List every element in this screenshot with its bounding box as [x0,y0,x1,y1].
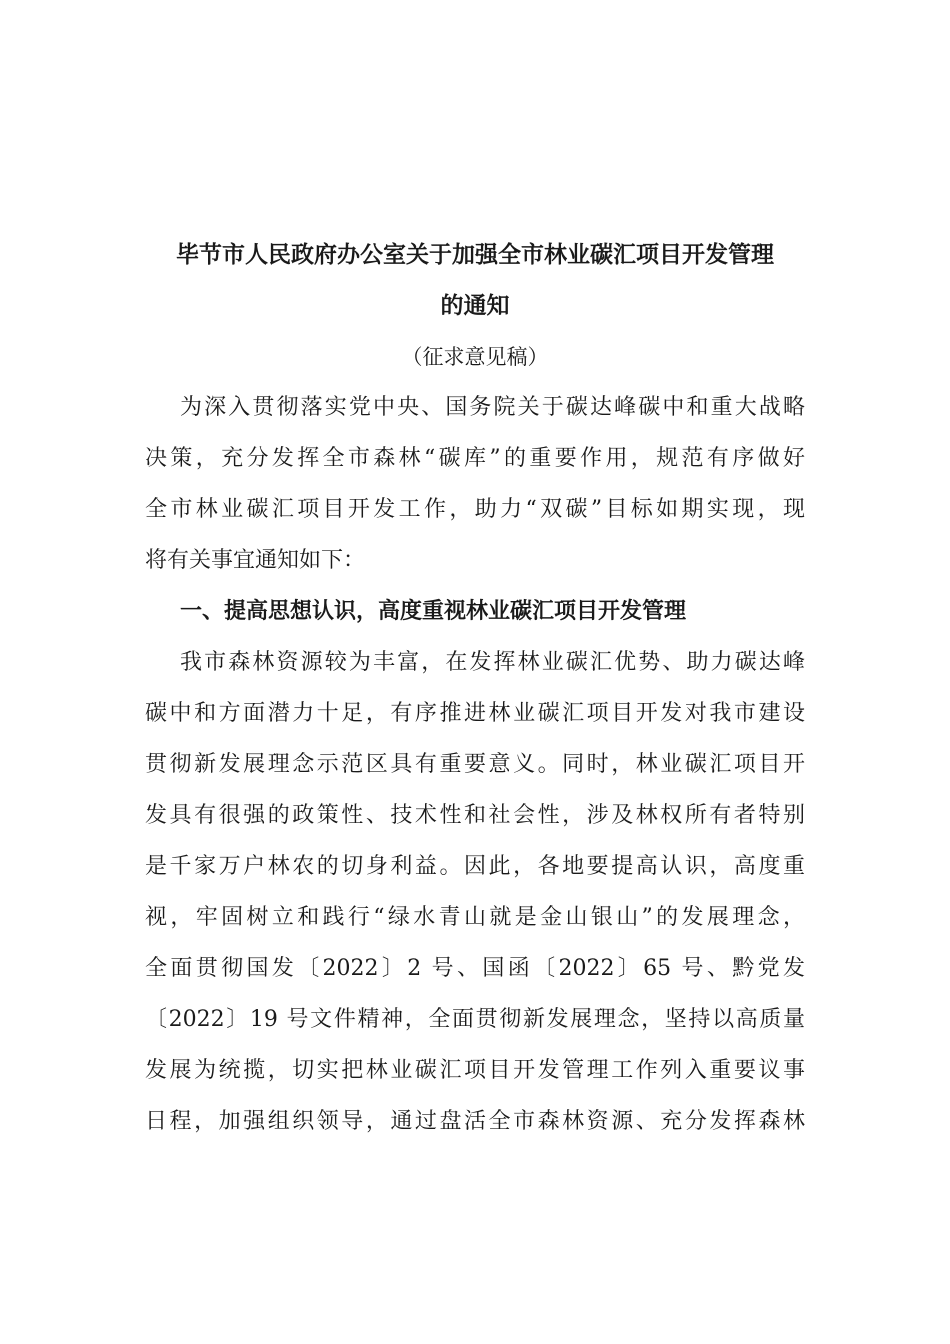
section-1-paragraph-line: 视，牢固树立和践行“绿水青山就是金山银山”的发展理念， [145,905,805,930]
section-1-paragraph-line: 是千家万户林农的切身利益。因此，各地要提高认识，高度重 [145,854,805,879]
section-1-paragraph-line: 日程，加强组织领导，通过盘活全市森林资源、充分发挥森林 [145,1109,805,1134]
section-1-paragraph-line: 贯彻新发展理念示范区具有重要意义。同时，林业碳汇项目开 [145,752,805,777]
document-title-line-2: 的通知 [440,293,510,319]
section-1-paragraph-line: 〔2022〕19 号文件精神，全面贯彻新发展理念，坚持以高质量 [145,1007,805,1032]
section-1-heading: 一、提高思想认识，高度重视林业碳汇项目开发管理 [180,599,687,624]
section-1-paragraph-line: 发具有很强的政策性、技术性和社会性，涉及林权所有者特别 [145,803,805,828]
document-title-line-1: 毕节市人民政府办公室关于加强全市林业碳汇项目开发管理 [176,242,774,268]
document-subtitle: （征求意见稿） [401,345,549,369]
intro-paragraph-line: 为深入贯彻落实党中央、国务院关于碳达峰碳中和重大战略 [180,395,805,420]
intro-paragraph-line: 决策，充分发挥全市森林“碳库”的重要作用，规范有序做好 [145,446,805,471]
section-1-paragraph-line: 发展为统揽，切实把林业碳汇项目开发管理工作列入重要议事 [145,1058,805,1083]
section-1-paragraph-line: 我市森林资源较为丰富，在发挥林业碳汇优势、助力碳达峰 [180,650,805,675]
intro-paragraph-line: 全市林业碳汇项目开发工作，助力“双碳”目标如期实现，现 [145,497,805,522]
intro-paragraph-line: 将有关事宜通知如下： [145,548,366,573]
section-1-paragraph-line: 全面贯彻国发〔2022〕2 号、国函〔2022〕65 号、黔党发 [145,956,805,981]
section-1-paragraph-line: 碳中和方面潜力十足，有序推进林业碳汇项目开发对我市建设 [145,701,805,726]
